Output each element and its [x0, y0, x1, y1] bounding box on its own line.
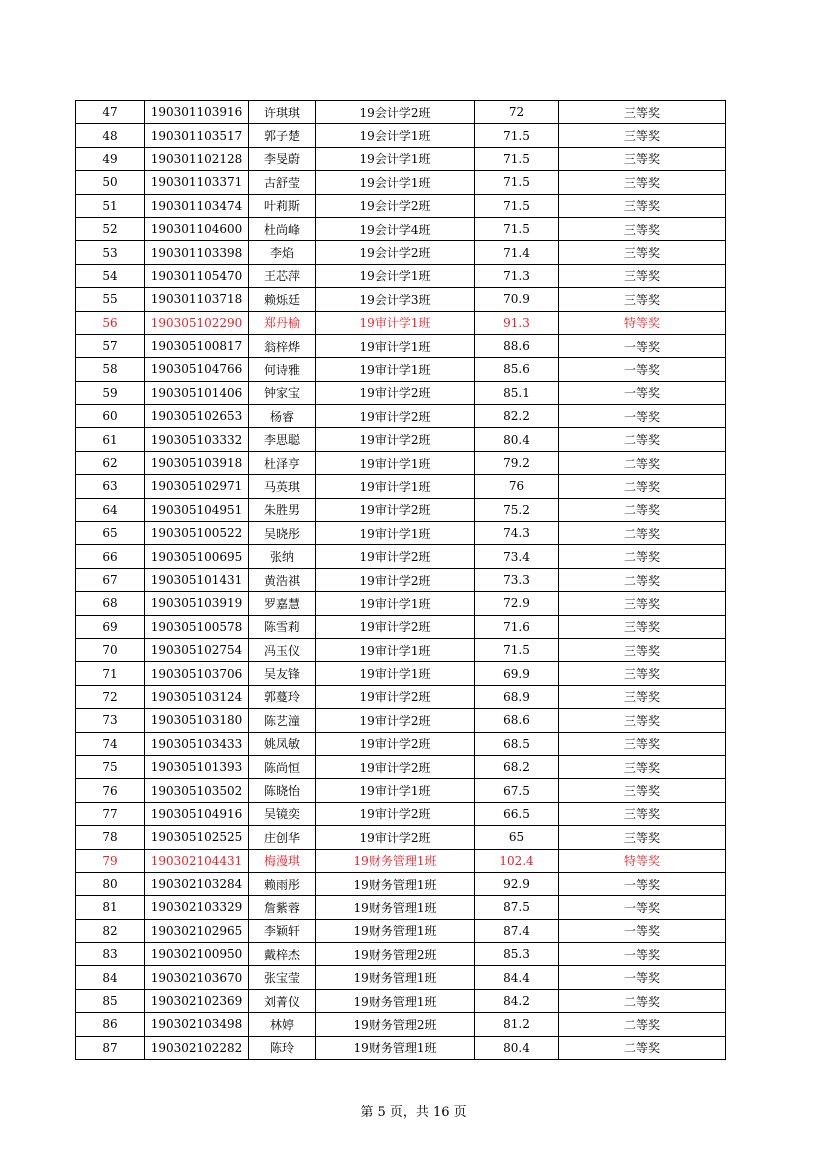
class-name: 19审计学1班: [316, 451, 475, 474]
row-number: 63: [76, 475, 145, 498]
award-level: 一等奖: [559, 358, 726, 381]
student-name: 陈雪莉: [249, 615, 316, 638]
row-number: 65: [76, 522, 145, 545]
award-level: 二等奖: [559, 451, 726, 474]
score: 84.4: [475, 966, 559, 989]
row-number: 86: [76, 1013, 145, 1036]
award-level: 二等奖: [559, 568, 726, 591]
row-number: 64: [76, 498, 145, 521]
row-number: 54: [76, 264, 145, 287]
student-id: 190305104916: [145, 802, 249, 825]
class-name: 19审计学2班: [316, 802, 475, 825]
student-id: 190305103706: [145, 662, 249, 685]
table-row: [76, 755, 726, 778]
score: 84.2: [475, 989, 559, 1012]
student-id: 190302103498: [145, 1013, 249, 1036]
table-row: [76, 685, 726, 708]
row-number: 53: [76, 241, 145, 264]
student-name: 李颖轩: [249, 919, 316, 942]
score: 91.3: [475, 311, 559, 334]
award-level: 三等奖: [559, 264, 726, 287]
table-row: [76, 919, 726, 942]
student-name: 钟家宝: [249, 381, 316, 404]
award-level: 三等奖: [559, 638, 726, 661]
student-id: 190305100817: [145, 334, 249, 357]
student-name: 黄浩祺: [249, 568, 316, 591]
table-row: [76, 592, 726, 615]
student-id: 190302102369: [145, 989, 249, 1012]
student-id: 190302103284: [145, 872, 249, 895]
table-row: [76, 568, 726, 591]
score: 92.9: [475, 872, 559, 895]
row-number: 80: [76, 872, 145, 895]
student-name: 冯玉仪: [249, 638, 316, 661]
student-id: 190305103124: [145, 685, 249, 708]
score: 70.9: [475, 288, 559, 311]
student-id: 190305103433: [145, 732, 249, 755]
score: 75.2: [475, 498, 559, 521]
student-id: 190305104766: [145, 358, 249, 381]
row-number: 59: [76, 381, 145, 404]
student-id: 190305101406: [145, 381, 249, 404]
row-number: 78: [76, 826, 145, 849]
award-level: 二等奖: [559, 989, 726, 1012]
row-number: 55: [76, 288, 145, 311]
score: 71.5: [475, 147, 559, 170]
award-level: 三等奖: [559, 709, 726, 732]
table-row: [76, 498, 726, 521]
student-id: 190302100950: [145, 943, 249, 966]
row-number: 79: [76, 849, 145, 872]
class-name: 19财务管理1班: [316, 896, 475, 919]
class-name: 19财务管理2班: [316, 943, 475, 966]
class-name: 19财务管理1班: [316, 849, 475, 872]
student-id: 190301103916: [145, 101, 249, 124]
table-row: [76, 147, 726, 170]
row-number: 50: [76, 171, 145, 194]
score: 69.9: [475, 662, 559, 685]
student-id: 190305102754: [145, 638, 249, 661]
award-level: 三等奖: [559, 615, 726, 638]
table-row: [76, 896, 726, 919]
award-level: 二等奖: [559, 475, 726, 498]
student-id: 190305102525: [145, 826, 249, 849]
student-id: 190301104600: [145, 217, 249, 240]
student-name: 何诗雅: [249, 358, 316, 381]
score: 71.5: [475, 124, 559, 147]
score: 85.6: [475, 358, 559, 381]
award-level: 三等奖: [559, 101, 726, 124]
student-id: 190305103918: [145, 451, 249, 474]
student-name: 朱胜男: [249, 498, 316, 521]
score: 80.4: [475, 1036, 559, 1059]
awards-table: [75, 100, 726, 1060]
class-name: 19审计学2班: [316, 732, 475, 755]
class-name: 19会计学3班: [316, 288, 475, 311]
score: 76: [475, 475, 559, 498]
row-number: 83: [76, 943, 145, 966]
table-row: [76, 849, 726, 872]
award-level: 一等奖: [559, 405, 726, 428]
student-name: 姚凤敏: [249, 732, 316, 755]
score: 71.5: [475, 217, 559, 240]
student-id: 190305103180: [145, 709, 249, 732]
award-level: 二等奖: [559, 1036, 726, 1059]
class-name: 19财务管理2班: [316, 1013, 475, 1036]
row-number: 66: [76, 545, 145, 568]
class-name: 19审计学1班: [316, 522, 475, 545]
award-level: 一等奖: [559, 334, 726, 357]
class-name: 19会计学1班: [316, 124, 475, 147]
student-name: 赖雨彤: [249, 872, 316, 895]
table-row: [76, 989, 726, 1012]
student-name: 吴晓彤: [249, 522, 316, 545]
table-row: [76, 802, 726, 825]
class-name: 19审计学2班: [316, 498, 475, 521]
student-id: 190302104431: [145, 849, 249, 872]
award-level: 特等奖: [559, 311, 726, 334]
student-id: 190305100578: [145, 615, 249, 638]
row-number: 82: [76, 919, 145, 942]
student-id: 190305102653: [145, 405, 249, 428]
table-row: [76, 241, 726, 264]
class-name: 19审计学1班: [316, 592, 475, 615]
score: 71.4: [475, 241, 559, 264]
table-row: [76, 615, 726, 638]
table-row: [76, 522, 726, 545]
class-name: 19会计学4班: [316, 217, 475, 240]
row-number: 71: [76, 662, 145, 685]
table-row: [76, 358, 726, 381]
student-name: 李思聪: [249, 428, 316, 451]
award-level: 三等奖: [559, 147, 726, 170]
score: 73.3: [475, 568, 559, 591]
score: 87.4: [475, 919, 559, 942]
score: 72: [475, 101, 559, 124]
score: 82.2: [475, 405, 559, 428]
award-level: 一等奖: [559, 966, 726, 989]
class-name: 19审计学1班: [316, 638, 475, 661]
student-id: 190305104951: [145, 498, 249, 521]
table-row: [76, 334, 726, 357]
student-id: 190301103474: [145, 194, 249, 217]
class-name: 19审计学1班: [316, 311, 475, 334]
student-id: 190305101431: [145, 568, 249, 591]
award-level: 一等奖: [559, 896, 726, 919]
award-level: 三等奖: [559, 171, 726, 194]
row-number: 73: [76, 709, 145, 732]
award-level: 一等奖: [559, 943, 726, 966]
row-number: 87: [76, 1036, 145, 1059]
student-name: 杜泽亨: [249, 451, 316, 474]
row-number: 60: [76, 405, 145, 428]
award-level: 三等奖: [559, 241, 726, 264]
class-name: 19会计学2班: [316, 101, 475, 124]
row-number: 81: [76, 896, 145, 919]
student-id: 190305102290: [145, 311, 249, 334]
award-level: 三等奖: [559, 662, 726, 685]
student-name: 杜尚峰: [249, 217, 316, 240]
row-number: 77: [76, 802, 145, 825]
student-id: 190301103371: [145, 171, 249, 194]
score: 71.5: [475, 171, 559, 194]
award-level: 特等奖: [559, 849, 726, 872]
student-name: 郭子楚: [249, 124, 316, 147]
table-row: [76, 1013, 726, 1036]
row-number: 56: [76, 311, 145, 334]
student-name: 陈玲: [249, 1036, 316, 1059]
class-name: 19财务管理1班: [316, 989, 475, 1012]
table-row: [76, 264, 726, 287]
student-name: 叶莉斯: [249, 194, 316, 217]
row-number: 69: [76, 615, 145, 638]
row-number: 47: [76, 101, 145, 124]
class-name: 19会计学2班: [316, 194, 475, 217]
class-name: 19审计学1班: [316, 662, 475, 685]
score: 85.3: [475, 943, 559, 966]
class-name: 19审计学2班: [316, 826, 475, 849]
class-name: 19审计学2班: [316, 568, 475, 591]
student-id: 190305100695: [145, 545, 249, 568]
row-number: 74: [76, 732, 145, 755]
student-name: 戴梓杰: [249, 943, 316, 966]
score: 68.2: [475, 755, 559, 778]
student-id: 190305100522: [145, 522, 249, 545]
table-row: [76, 405, 726, 428]
row-number: 76: [76, 779, 145, 802]
table-row: [76, 171, 726, 194]
table-row: [76, 966, 726, 989]
row-number: 85: [76, 989, 145, 1012]
award-level: 三等奖: [559, 755, 726, 778]
score: 88.6: [475, 334, 559, 357]
class-name: 19审计学1班: [316, 475, 475, 498]
score: 73.4: [475, 545, 559, 568]
student-name: 刘菁仪: [249, 989, 316, 1012]
table-row: [76, 1036, 726, 1059]
award-level: 二等奖: [559, 1013, 726, 1036]
class-name: 19审计学2班: [316, 615, 475, 638]
student-id: 190301103398: [145, 241, 249, 264]
award-level: 一等奖: [559, 872, 726, 895]
table-row: [76, 732, 726, 755]
class-name: 19会计学1班: [316, 264, 475, 287]
table-row: [76, 872, 726, 895]
table-row: [76, 101, 726, 124]
score: 87.5: [475, 896, 559, 919]
student-name: 李焰: [249, 241, 316, 264]
student-id: 190305102971: [145, 475, 249, 498]
class-name: 19审计学1班: [316, 334, 475, 357]
score: 68.9: [475, 685, 559, 708]
student-id: 190305103919: [145, 592, 249, 615]
award-level: 二等奖: [559, 522, 726, 545]
score: 65: [475, 826, 559, 849]
student-name: 张纳: [249, 545, 316, 568]
table-row: [76, 545, 726, 568]
award-level: 二等奖: [559, 428, 726, 451]
student-id: 190301103517: [145, 124, 249, 147]
class-name: 19审计学2班: [316, 685, 475, 708]
table-row: [76, 662, 726, 685]
class-name: 19会计学1班: [316, 171, 475, 194]
award-level: 三等奖: [559, 217, 726, 240]
student-name: 马英琪: [249, 475, 316, 498]
page-footer: 第 5 页，共 16 页: [360, 1105, 467, 1120]
award-level: 三等奖: [559, 802, 726, 825]
student-name: 吴友锋: [249, 662, 316, 685]
score: 71.5: [475, 638, 559, 661]
student-id: 190302102282: [145, 1036, 249, 1059]
row-number: 49: [76, 147, 145, 170]
row-number: 68: [76, 592, 145, 615]
student-name: 罗嘉慧: [249, 592, 316, 615]
table-row: [76, 381, 726, 404]
student-id: 190301102128: [145, 147, 249, 170]
award-level: 三等奖: [559, 194, 726, 217]
score: 74.3: [475, 522, 559, 545]
award-level: 二等奖: [559, 545, 726, 568]
class-name: 19会计学2班: [316, 241, 475, 264]
table-row: [76, 428, 726, 451]
table-row: [76, 709, 726, 732]
table-row: [76, 451, 726, 474]
student-name: 陈晓怡: [249, 779, 316, 802]
award-level: 一等奖: [559, 919, 726, 942]
student-name: 张宝莹: [249, 966, 316, 989]
student-name: 詹紫蓉: [249, 896, 316, 919]
table-row: [76, 779, 726, 802]
student-name: 陈艺潼: [249, 709, 316, 732]
score: 71.5: [475, 194, 559, 217]
student-name: 梅漫琪: [249, 849, 316, 872]
row-number: 70: [76, 638, 145, 661]
table-row: [76, 311, 726, 334]
row-number: 58: [76, 358, 145, 381]
class-name: 19审计学2班: [316, 405, 475, 428]
student-id: 190302103329: [145, 896, 249, 919]
student-id: 190305101393: [145, 755, 249, 778]
student-name: 许琪琪: [249, 101, 316, 124]
student-name: 李旻蔚: [249, 147, 316, 170]
score: 102.4: [475, 849, 559, 872]
award-level: 二等奖: [559, 498, 726, 521]
award-level: 三等奖: [559, 124, 726, 147]
row-number: 75: [76, 755, 145, 778]
award-level: 三等奖: [559, 826, 726, 849]
student-name: 古舒莹: [249, 171, 316, 194]
student-name: 王芯萍: [249, 264, 316, 287]
table-body: [76, 101, 726, 1060]
student-id: 190302102965: [145, 919, 249, 942]
student-name: 庄创华: [249, 826, 316, 849]
class-name: 19财务管理1班: [316, 919, 475, 942]
table-row: [76, 826, 726, 849]
score: 79.2: [475, 451, 559, 474]
class-name: 19财务管理1班: [316, 1036, 475, 1059]
score: 68.6: [475, 709, 559, 732]
student-name: 翁梓烨: [249, 334, 316, 357]
student-id: 190301103718: [145, 288, 249, 311]
class-name: 19审计学1班: [316, 779, 475, 802]
table-row: [76, 638, 726, 661]
award-level: 三等奖: [559, 288, 726, 311]
student-name: 林婷: [249, 1013, 316, 1036]
score: 81.2: [475, 1013, 559, 1036]
row-number: 51: [76, 194, 145, 217]
class-name: 19会计学1班: [316, 147, 475, 170]
student-name: 陈尚恒: [249, 755, 316, 778]
class-name: 19审计学2班: [316, 545, 475, 568]
award-level: 三等奖: [559, 779, 726, 802]
class-name: 19审计学2班: [316, 755, 475, 778]
class-name: 19审计学1班: [316, 358, 475, 381]
row-number: 67: [76, 568, 145, 591]
score: 71.6: [475, 615, 559, 638]
row-number: 62: [76, 451, 145, 474]
row-number: 72: [76, 685, 145, 708]
row-number: 48: [76, 124, 145, 147]
student-id: 190301105470: [145, 264, 249, 287]
class-name: 19财务管理1班: [316, 966, 475, 989]
table-row: [76, 124, 726, 147]
award-level: 一等奖: [559, 381, 726, 404]
class-name: 19财务管理1班: [316, 872, 475, 895]
table-row: [76, 288, 726, 311]
score: 67.5: [475, 779, 559, 802]
table-row: [76, 217, 726, 240]
score: 72.9: [475, 592, 559, 615]
student-name: 郭蔓玲: [249, 685, 316, 708]
student-name: 郑丹榆: [249, 311, 316, 334]
student-name: 赖烁廷: [249, 288, 316, 311]
student-id: 190305103502: [145, 779, 249, 802]
score: 68.5: [475, 732, 559, 755]
table-row: [76, 194, 726, 217]
score: 80.4: [475, 428, 559, 451]
class-name: 19审计学2班: [316, 709, 475, 732]
table-row: [76, 475, 726, 498]
row-number: 57: [76, 334, 145, 357]
score: 66.5: [475, 802, 559, 825]
student-id: 190305103332: [145, 428, 249, 451]
row-number: 61: [76, 428, 145, 451]
score: 71.3: [475, 264, 559, 287]
award-level: 三等奖: [559, 685, 726, 708]
award-level: 三等奖: [559, 592, 726, 615]
row-number: 52: [76, 217, 145, 240]
student-name: 吴镜奕: [249, 802, 316, 825]
row-number: 84: [76, 966, 145, 989]
table-row: [76, 943, 726, 966]
score: 85.1: [475, 381, 559, 404]
student-id: 190302103670: [145, 966, 249, 989]
student-name: 杨睿: [249, 405, 316, 428]
class-name: 19审计学2班: [316, 428, 475, 451]
award-level: 三等奖: [559, 732, 726, 755]
class-name: 19审计学2班: [316, 381, 475, 404]
